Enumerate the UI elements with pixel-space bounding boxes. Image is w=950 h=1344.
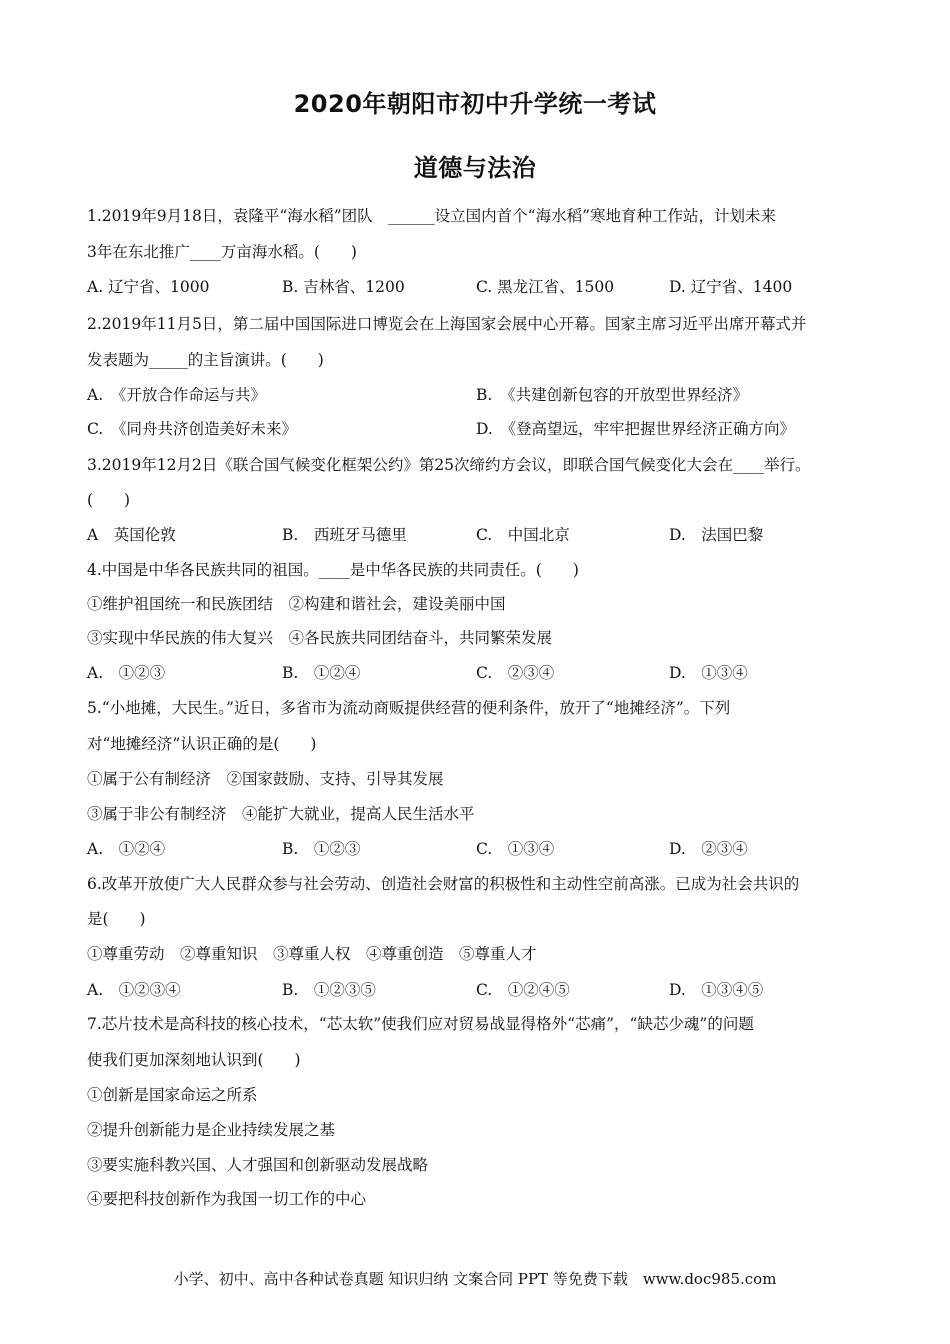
q3-option-c: C. 中国北京	[476, 526, 570, 544]
question-1-line-2: 3年在东北推广____万亩海水稻。( )	[87, 243, 357, 261]
question-5-line-2: 对“地摊经济”认识正确的是( )	[87, 735, 317, 753]
question-7-line-6: ④要把科技创新作为我国一切工作的中心	[87, 1190, 367, 1208]
question-6-line-3: ①尊重劳动 ②尊重知识 ③尊重人权 ④尊重创造 ⑤尊重人才	[87, 945, 537, 963]
q6-option-b: B. ①②③⑤	[282, 981, 376, 999]
question-7-line-1: 7.芯片技术是高科技的核心技术，“芯太软”使我们应对贸易战显得格外“芯痛”，“缺芯少魂”的问题	[87, 1015, 754, 1033]
q5-option-d: D. ②③④	[669, 840, 748, 858]
question-6-line-2: 是( )	[87, 910, 146, 928]
question-4-line-1: 4.中国是中华各民族共同的祖国。____是中华各民族的共同责任。( )	[87, 561, 579, 579]
q4-option-b: B. ①②④	[282, 664, 361, 682]
subject-title: 道德与法治	[413, 154, 537, 182]
q2-option-d: D. 《登高望远，牢牢把握世界经济正确方向》	[476, 420, 796, 438]
q3-option-d: D. 法国巴黎	[669, 526, 764, 544]
q3-option-a: A 英国伦敦	[87, 526, 176, 544]
question-7-line-2: 使我们更加深刻地认识到( )	[87, 1051, 301, 1069]
question-6-line-1: 6.改革开放使广大人民群众参与社会劳动、创造社会财富的积极性和主动性空前高涨。已成为社会共识的	[87, 875, 800, 893]
q1-option-b: B. 吉林省、1200	[282, 278, 405, 296]
q1-option-d: D. 辽宁省、1400	[669, 278, 793, 296]
q4-option-a: A. ①②③	[87, 664, 166, 682]
q6-option-c: C. ①②④⑤	[476, 981, 570, 999]
q1-option-a: A. 辽宁省、1000	[87, 278, 210, 296]
q4-option-c: C. ②③④	[476, 664, 555, 682]
question-4-line-2: ①维护祖国统一和民族团结 ②构建和谐社会，建设美丽中国	[87, 595, 506, 613]
exam-title: 2020年朝阳市初中升学统一考试	[293, 90, 657, 118]
q6-option-a: A. ①②③④	[87, 981, 181, 999]
q4-option-d: D. ①③④	[669, 664, 748, 682]
question-7-line-4: ②提升创新能力是企业持续发展之基	[87, 1121, 336, 1139]
question-5-line-1: 5.“小地摊，大民生。”近日，多省市为流动商贩提供经营的便利条件，放开了“地摊经济”。下列	[87, 699, 731, 717]
question-5-line-3: ①属于公有制经济 ②国家鼓励、支持、引导其发展	[87, 770, 444, 788]
q2-option-b: B. 《共建创新包容的开放型世界经济》	[476, 386, 749, 404]
q1-option-c: C. 黑龙江省、1500	[476, 278, 615, 296]
question-2-line-1: 2.2019年11月5日，第二届中国国际进口博览会在上海国家会展中心开幕。国家主席习近平出席开幕式并	[87, 315, 807, 333]
question-2-line-2: 发表题为_____的主旨演讲。( )	[87, 351, 324, 369]
question-5-line-4: ③属于非公有制经济 ④能扩大就业，提高人民生活水平	[87, 805, 475, 823]
question-7-line-3: ①创新是国家命运之所系	[87, 1086, 258, 1104]
question-4-line-3: ③实现中华民族的伟大复兴 ④各民族共同团结奋斗，共同繁荣发展	[87, 629, 553, 647]
question-7-line-5: ③要实施科教兴国、人才强国和创新驱动发展战略	[87, 1156, 429, 1174]
question-3-line-2: ( )	[87, 491, 131, 509]
q6-option-d: D. ①③④⑤	[669, 981, 764, 999]
q3-option-b: B. 西班牙马德里	[282, 526, 407, 544]
question-3-line-1: 3.2019年12月2日《联合国气候变化框架公约》第25次缔约方会议，即联合国气候变化大会在____举行。	[87, 456, 811, 474]
question-1-line-1: 1.2019年9月18日，袁隆平“海水稻”团队 ______设立国内首个“海水稻”寒地育种工作站，计划未来	[87, 207, 777, 225]
q2-option-c: C. 《同舟共济创造美好未来》	[87, 420, 297, 438]
q2-option-a: A. 《开放合作命运与共》	[87, 386, 266, 404]
q5-option-b: B. ①②③	[282, 840, 361, 858]
q5-option-c: C. ①③④	[476, 840, 555, 858]
q5-option-a: A. ①②④	[87, 840, 166, 858]
footer-note: 小学、初中、高中各种试卷真题 知识归纳 文案合同 PPT 等免费下载 www.doc985.com	[173, 1270, 777, 1288]
